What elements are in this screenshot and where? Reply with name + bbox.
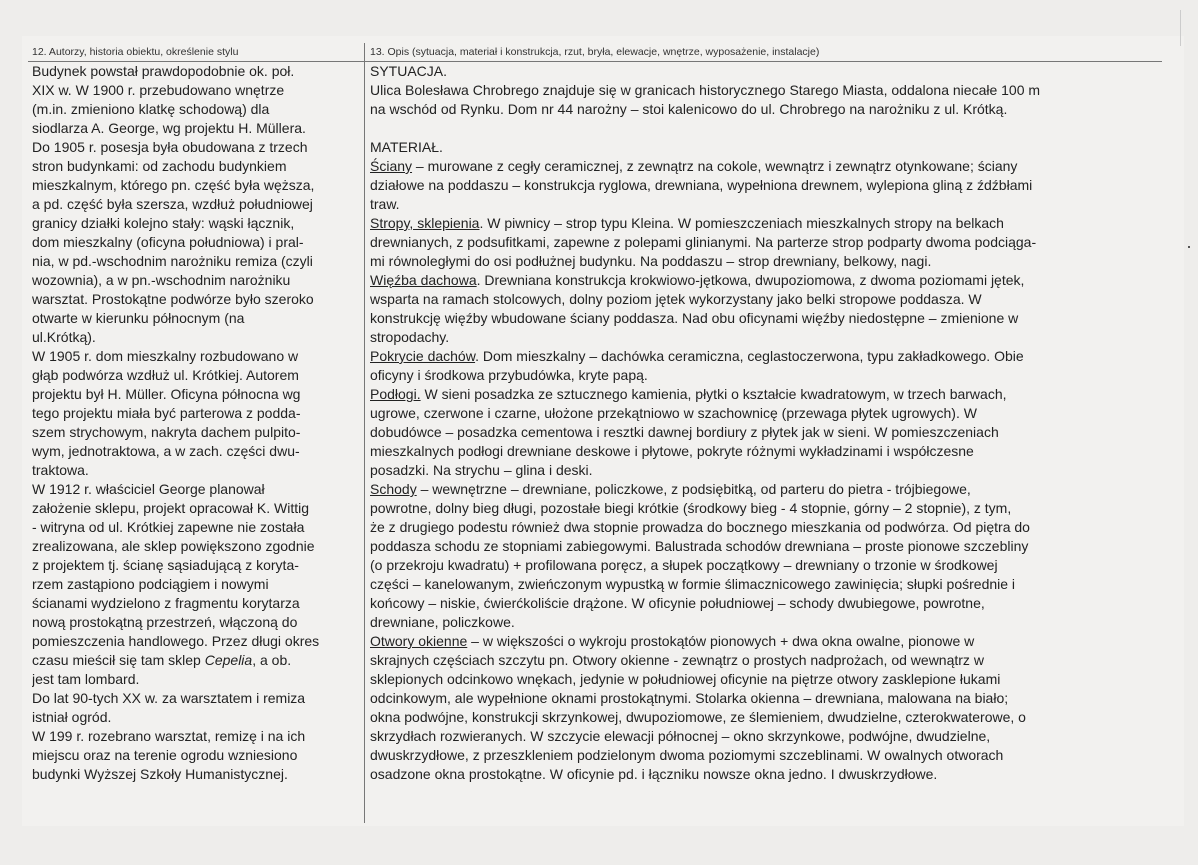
description-line [370,252,1160,271]
history-line: Budynek powstał prawdopodobnie ok. poł. [32,63,295,79]
description-text: – w większości o wykroju prostokątów pionowych + dwa okna owalne, pionowe w [467,633,975,649]
description-text: dobudówce – posadzka cementowa i resztki dawnej bordiury z płytek jak w sieni. W pomieszczeniach [370,424,999,440]
description-line [370,708,1160,727]
description-line [370,214,1160,233]
description-text: SYTUACJA. [370,63,448,79]
description-line [370,81,1160,100]
description-text: skrajnych częściach szczytu pn. Otwory okienne - zewnątrz o prostych nadprożach, od wewnątrz w [370,652,984,668]
description-text: na wschód od Rynku. Dom nr 44 narożny – stoi kalenicowo do ul. Chrobrego na narożniku z ul. Krótką. [370,101,1008,117]
description-line [370,290,1160,309]
description-line [370,423,1160,442]
history-line: ul.Krótką). [32,329,96,345]
description-column [370,62,1160,784]
description-text: osadzone okna prostokątne. W oficynie pd. i łączniku nowsze okna jedno. I dwuskrzydłowe. [370,766,938,782]
history-line: warsztat. Prostokątne podwórze było szeroko [32,291,314,307]
description-line [370,442,1160,461]
description-line [370,366,1160,385]
description-text: okna podwójne, konstrukcji skrzynkowej, dwupoziomowe, ze ślemieniem, dwudzielne, czterokwaterowe, o [370,709,1026,725]
description-text: konstrukcję więźby wbudowane ściany poddasza. Nad obu oficynami więźby niedostępne – zmienione w [370,310,1019,326]
history-line: - witryna od ul. Krótkiej zapewne nie została [32,519,305,535]
description-text: ugrowe, czerwone i czarne, ułożone przekątniowo w szachownicę (przewaga płytek ugrowych). W [370,405,977,421]
history-line: tego projektu miała być parterowa z podda- [32,405,301,421]
description-line [370,670,1160,689]
history-line: a pd. część była szersza, wzdłuż południowej [32,196,313,212]
description-text: końcowy – niskie, ćwierćkoliście drążone. W oficynie południowej – schody dwubiegowe, powrotne, [370,595,985,611]
history-line: jest tam lombard. [32,671,140,687]
history-line: (m.in. zmieniono klatkę schodową) dla [32,101,270,117]
section-heading: Otwory okienne [370,633,468,649]
column-divider [364,43,365,823]
description-text: stropodachy. [370,329,450,345]
shop-name: Cepelia [204,652,253,668]
section-heading: Ściany [370,158,413,174]
description-text: że z drugiego podestu również dwa stopnie prowadza do bocznego mieszkania od podwórza. Od piętra do [370,519,1030,535]
description-line [370,347,1160,366]
description-line [370,309,1160,328]
history-line: z projektem tj. ścianę sąsiadującą z koryta- [32,557,299,573]
description-text: Ulica Bolesława Chrobrego znajduje się w granicach historycznego Starego Miasta, oddalona niecałe 100 m [370,82,1041,98]
description-text: MATERIAŁ. [370,139,443,155]
history-line: rzem zastąpiono podciągiem i nowymi [32,576,269,592]
description-text: drewnianych, z podsufitkami, zapewne z polepami glinianymi. Na parterze strop podparty dwoma podciąga- [370,234,1037,250]
history-line: budynki Wyższej Szkoły Humanistycznej. [32,766,288,782]
description-text: poddasza schodu ze stopniami zabiegowymi. Balustrada schodów drewniana – proste pionowe szczebliny [370,538,1029,554]
description-text: – murowane z cegły ceramicznej, z zewnątrz na cokole, wewnątrz i zewnątrz otynkowane; ściany [412,158,1018,174]
history-line: projektu był H. Müller. Oficyna północna wg [32,386,301,402]
description-text: dwuskrzydłowe, z przeszkleniem podzielonym dwoma poziomymi szczeblinami. W owalnych otworach [370,747,1004,763]
description-line [370,537,1160,556]
description-line [370,385,1160,404]
description-line [370,651,1160,670]
description-text: mieszkalnych podłogi drewniane deskowe i płytowe, pokryte różnymi wykładzinami i współczesne [370,443,974,459]
description-text: . Drewniana konstrukcja krokwiowo-jętkowa, dwupoziomowa, z dwoma poziomami jętek, [476,272,1025,288]
history-line: Do lat 90-tych XX w. za warsztatem i remiza [32,690,306,706]
description-line [370,765,1160,784]
scan-speck [1188,246,1190,248]
history-line: stron budynkami: od zachodu budynkiem [32,158,287,174]
description-text: traw. [370,196,400,212]
description-line [370,233,1160,252]
header-description: 13. Opis (sytuacja, materiał i konstrukcja, rzut, bryła, elewacje, wnętrze, wyposażenie, instalacje) [370,46,820,58]
description-line [370,499,1160,518]
description-line [370,575,1160,594]
history-line: miejscu oraz na terenie ogrodu wzniesiono [32,747,298,763]
description-text: – wewnętrzne – drewniane, policzkowe, z podsiębitką, od parteru do pietra - trójbiegowe, [416,481,971,497]
description-text: skrzydłach rozwieranych. W szczycie elewacji północnej – okno skrzynkowe, podwójne, dwudzielne, [370,728,991,744]
history-line: istniał ogród. [32,709,112,725]
description-text: powrotne, dolny bieg długi, pozostałe biegi krótkie (środkowy bieg - 4 stopnie, górny – 2 stopnie), z tym, [370,500,1012,516]
description-line [370,556,1160,575]
history-line: siodlarza A. George, wg projektu H. Müllera. [32,120,306,136]
description-text: wsparta na ramach stolcowych, dolny poziom jętek wykorzystany jako belki stropowe poddasza. W [370,291,982,307]
history-line: założenie sklepu, projekt opracował K. Wittig [32,500,310,516]
history-line: Do 1905 r. posesja była obudowana z trzech [32,139,308,155]
section-heading: Podłogi. [370,386,421,402]
history-line: mieszkalnym, którego pn. część była węższa, [32,177,315,193]
description-text: (o przekroju kwadratu) + profilowana poręcz, a słupek początkowy – drewniany o trzonie w środkowej [370,557,998,573]
description-line [370,613,1160,632]
section-heading: Schody [370,481,417,497]
section-heading: Więźba dachowa [370,272,477,288]
description-text: odcinkowym, ale wypełnione oknami prostokątnymi. Stolarka okienna – drewniana, malowana na biało; [370,690,1009,706]
description-line [370,480,1160,499]
history-line: dom mieszkalny (oficyna południowa) i pral- [32,234,304,250]
history-line: W 1905 r. dom mieszkalny rozbudowano w [32,348,299,364]
history-column [32,62,362,784]
history-line: otwarte w kierunku północnym (na [32,310,245,326]
history-line: granicy działki kolejno stały: wąski łącznik, [32,215,295,231]
history-text: , a ob. [252,652,292,668]
description-line [370,594,1160,613]
description-line [370,157,1160,176]
history-line: ścianami wydzielono z fragmentu korytarza [32,595,300,611]
description-text: działowe na poddaszu – konstrukcja ryglowa, drewniana, wypełniona drewnem, wylepiona gliną z źdźbłami [370,177,1033,193]
history-line: zrealizowana, ale sklep powiększono zgodnie [32,538,315,554]
description-line [370,461,1160,480]
description-text: . W piwnicy – strop typu Kleina. W pomieszczeniach mieszkalnych stropy na belkach [479,215,1004,231]
header-history: 12. Autorzy, historia obiektu, określenie stylu [32,46,239,58]
history-line: szem strychowym, nakryta dachem pulpito- [32,424,301,440]
scan-edge-mark [1180,10,1195,46]
section-heading: Stropy, sklepienia [370,215,480,231]
description-line [370,176,1160,195]
description-text: posadzki. Na strychu – glina i deski. [370,462,593,478]
section-heading: Pokrycie dachów [370,348,476,364]
description-line [370,195,1160,214]
description-line [370,727,1160,746]
description-line [370,138,1160,157]
description-line [370,100,1160,119]
history-text: czasu mieścił się tam sklep [32,652,205,668]
description-text: drewniane, policzkowe. [370,614,515,630]
history-line: W 199 r. rozebrano warsztat, remizę i na ich [32,728,306,744]
history-line: nową prostokątną przestrzeń, włączoną do [32,614,298,630]
history-line: wozownia), a w pn.-wschodnim narożniku [32,272,291,288]
history-line: XIX w. W 1900 r. przebudowano wnętrze [32,82,285,98]
history-line [32,651,362,670]
description-text: . Dom mieszkalny – dachówka ceramiczna, ceglastoczerwona, typu zakładkowego. Obie [475,348,1024,364]
description-text: W sieni posadzka ze sztucznego kamienia, płytki o kształcie kwadratowym, w trzech barwach, [420,386,1007,402]
description-line [370,632,1160,651]
description-line [370,62,1160,81]
history-line: pomieszczenia handlowego. Przez długi okres [32,633,320,649]
paragraph-gap [370,119,1160,138]
history-line: wym, jednotraktowa, a w zach. części dwu- [32,443,300,459]
history-line: nia, w pd.-wschodnim narożniku remiza (czyli [32,253,313,269]
history-line: traktowa. [32,462,89,478]
description-text: sklepionych odcinkowo wnękach, jedynie w południowej oficynie na piętrze otwory zasklepione łukami [370,671,1001,687]
history-line: głąb podwórza wzdłuż ul. Krótkiej. Autorem [32,367,299,383]
history-line: W 1912 r. właściciel George planował [32,481,265,497]
description-line [370,404,1160,423]
description-line [370,271,1160,290]
description-text: części – kanelowanym, zwieńczonym wypustką w formie ślimacznicowego zawinięcia; słupki pośrednie i [370,576,1016,592]
description-text: oficyny i środkowa przybudówka, kryte papą. [370,367,648,383]
description-line [370,518,1160,537]
description-line [370,746,1160,765]
description-line [370,328,1160,347]
description-line [370,689,1160,708]
description-text: mi równoległymi do osi podłużnej budynku. Na poddaszu – strop drewniany, belkowy, nagi. [370,253,932,269]
